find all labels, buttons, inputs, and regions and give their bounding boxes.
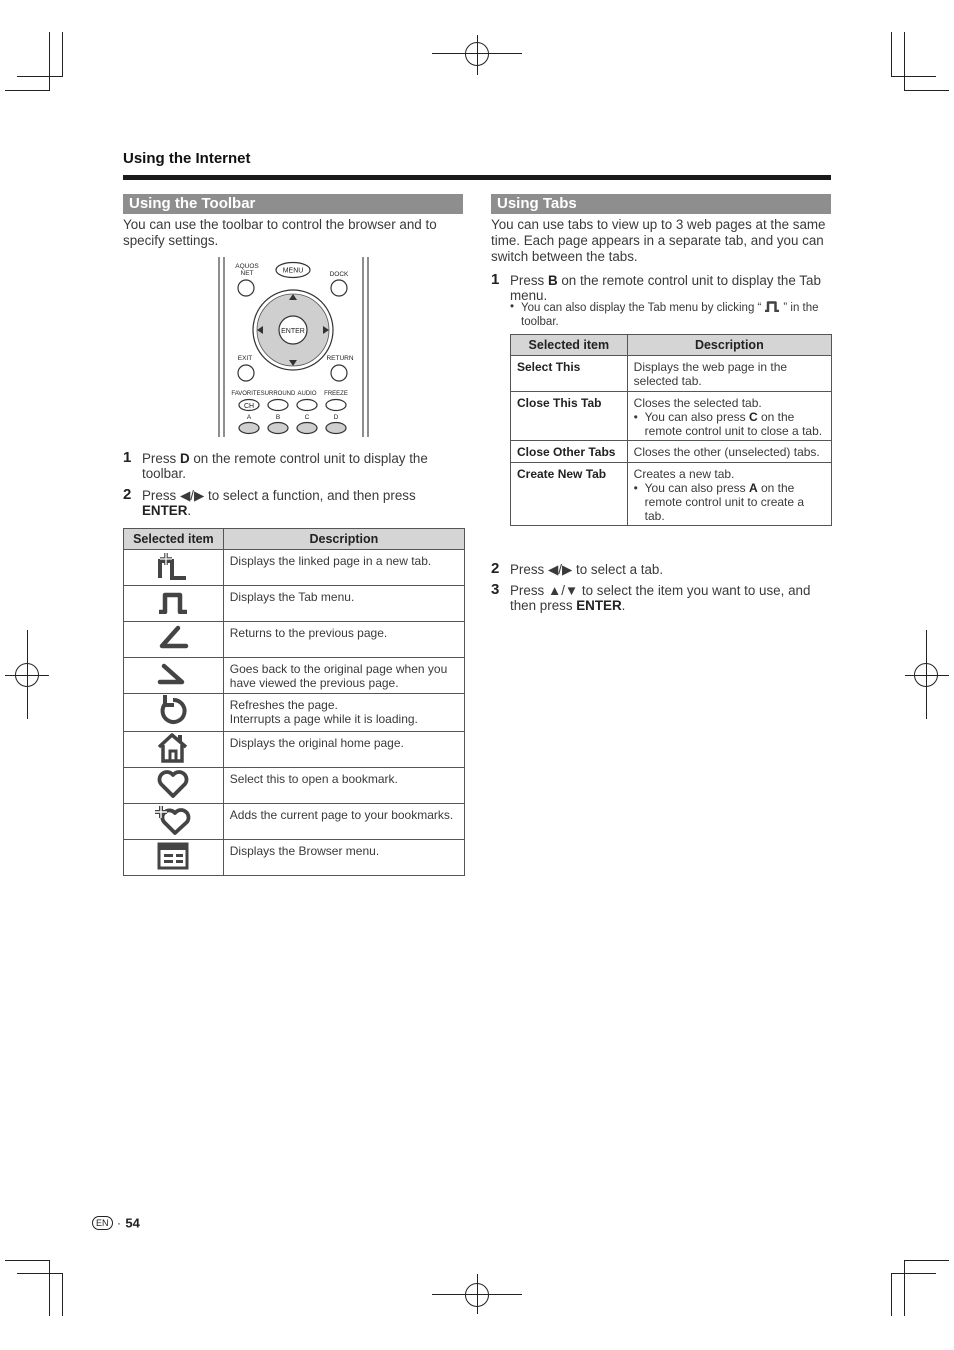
- tabs-step-1: 1 Press B on the remote control unit to display the Tab menu.: [491, 271, 821, 303]
- page-number: 54: [125, 1215, 140, 1231]
- svg-text:FREEZE: FREEZE: [324, 391, 348, 397]
- back-icon: [156, 625, 190, 651]
- table-row: [124, 694, 465, 732]
- table-header-selected-item: Selected item: [124, 529, 224, 550]
- dock-button: [331, 280, 347, 296]
- remote-control-illustration: [218, 257, 369, 437]
- tabs-step-3: 3 Press ▲/▼ to select the item you want to use, and then press ENTER.: [491, 581, 811, 613]
- open-new-tab-icon: [156, 552, 190, 580]
- language-badge: EN: [92, 1216, 113, 1230]
- forward-icon: [156, 661, 190, 687]
- freeze-button: [326, 400, 346, 411]
- svg-text:D: D: [333, 414, 339, 421]
- page-footer: [92, 1214, 140, 1230]
- home-icon: [156, 732, 190, 764]
- toolbar-section-heading: Using the Toolbar: [123, 194, 463, 214]
- tabs-intro: You can use tabs to view up to 3 web pages at the same time. Each page appears in a separate tab, and you can switch between the tabs.: [491, 217, 826, 264]
- svg-text:ENTER: ENTER: [281, 328, 305, 335]
- svg-text:NET: NET: [240, 270, 254, 277]
- b-button: [268, 423, 288, 434]
- header-rule: [123, 175, 831, 180]
- table-row: Create New Tab Creates a new tab. • You can also press A on the remote control unit to create a tab.: [511, 463, 832, 526]
- tab-menu-icon: [761, 300, 783, 312]
- tab-menu-icon: [156, 590, 190, 614]
- tabs-step-2: 2 Press ◀/▶ to select a tab.: [491, 560, 664, 577]
- table-row: Displays the linked page in a new tab.: [124, 550, 465, 586]
- svg-text:SURROUND: SURROUND: [260, 391, 296, 397]
- browser-menu-icon: [156, 841, 190, 871]
- table-row: [124, 658, 465, 694]
- page-section-title: Using the Internet: [123, 150, 251, 167]
- svg-text:AUDIO: AUDIO: [297, 391, 317, 397]
- tabs-section-heading: Using Tabs: [491, 194, 831, 214]
- audio-button: [297, 400, 317, 411]
- c-button: [297, 423, 317, 434]
- a-button: [239, 423, 259, 434]
- svg-text:CH: CH: [243, 403, 255, 410]
- exit-button: [238, 365, 254, 381]
- svg-text:DOCK: DOCK: [329, 271, 349, 278]
- svg-text:B: B: [275, 414, 281, 421]
- table-row: Close This Tab Closes the selected tab. • You can also press C on the remote control unit to close a tab.: [511, 392, 832, 441]
- tabs-step-1-note: • You can also display the Tab menu by clicking “ ” in the toolbar.: [510, 300, 832, 329]
- svg-text:A: A: [246, 414, 252, 421]
- table-row: Displays the original home page.: [124, 732, 465, 768]
- toolbar-step-2: 2 Press ◀/▶ to select a function, and then press ENTER.: [123, 486, 416, 518]
- table-header-description: Description: [223, 529, 464, 550]
- table-row: Select this to open a bookmark.: [124, 768, 465, 804]
- add-bookmark-icon: [153, 804, 193, 836]
- d-button: [326, 423, 346, 434]
- footer-separator: ·: [116, 1215, 121, 1230]
- surround-button: [268, 400, 288, 411]
- svg-text:RETURN: RETURN: [326, 355, 354, 362]
- table-row: Displays the Tab menu.: [124, 586, 465, 622]
- tabs-table: [510, 334, 832, 526]
- toolbar-intro: You can use the toolbar to control the browser and to specify settings.: [123, 217, 437, 248]
- close-tab-note: • You can also press C on the remote control unit to close a tab.: [634, 410, 825, 438]
- table-header-description: Description: [627, 335, 831, 356]
- aquos-net-button: [238, 280, 254, 296]
- refresh-description: Refreshes the page.: [229, 698, 338, 712]
- toolbar-step-1: 1 Press D on the remote control unit to display the toolbar.: [123, 449, 428, 481]
- svg-text:MENU: MENU: [282, 267, 304, 275]
- svg-text:C: C: [304, 414, 310, 421]
- create-tab-note: • You can also press A on the remote control unit to create a tab.: [634, 481, 825, 523]
- table-row: Adds the current page to your bookmarks.: [124, 804, 465, 840]
- bookmark-heart-icon: [156, 769, 190, 799]
- table-row: Displays the Browser menu.: [124, 840, 465, 876]
- svg-text:FAVORITE: FAVORITE: [231, 391, 261, 397]
- forward-description: Goes back to the original page when you have viewed the previous page.: [229, 662, 448, 690]
- svg-text:EXIT: EXIT: [237, 355, 253, 362]
- table-row: Select This Displays the web page in the selected tab.: [511, 356, 832, 392]
- table-row: Close Other Tabs Closes the other (unselected) tabs.: [511, 441, 832, 463]
- toolbar-table: [123, 528, 465, 876]
- table-row: Returns to the previous page.: [124, 622, 465, 658]
- refresh-icon: [156, 694, 190, 728]
- interrupt-description: Interrupts a page while it is loading.: [229, 712, 418, 726]
- return-button: [331, 365, 347, 381]
- table-header-selected-item: Selected item: [511, 335, 628, 356]
- svg-text:AQUOS: AQUOS: [235, 263, 259, 270]
